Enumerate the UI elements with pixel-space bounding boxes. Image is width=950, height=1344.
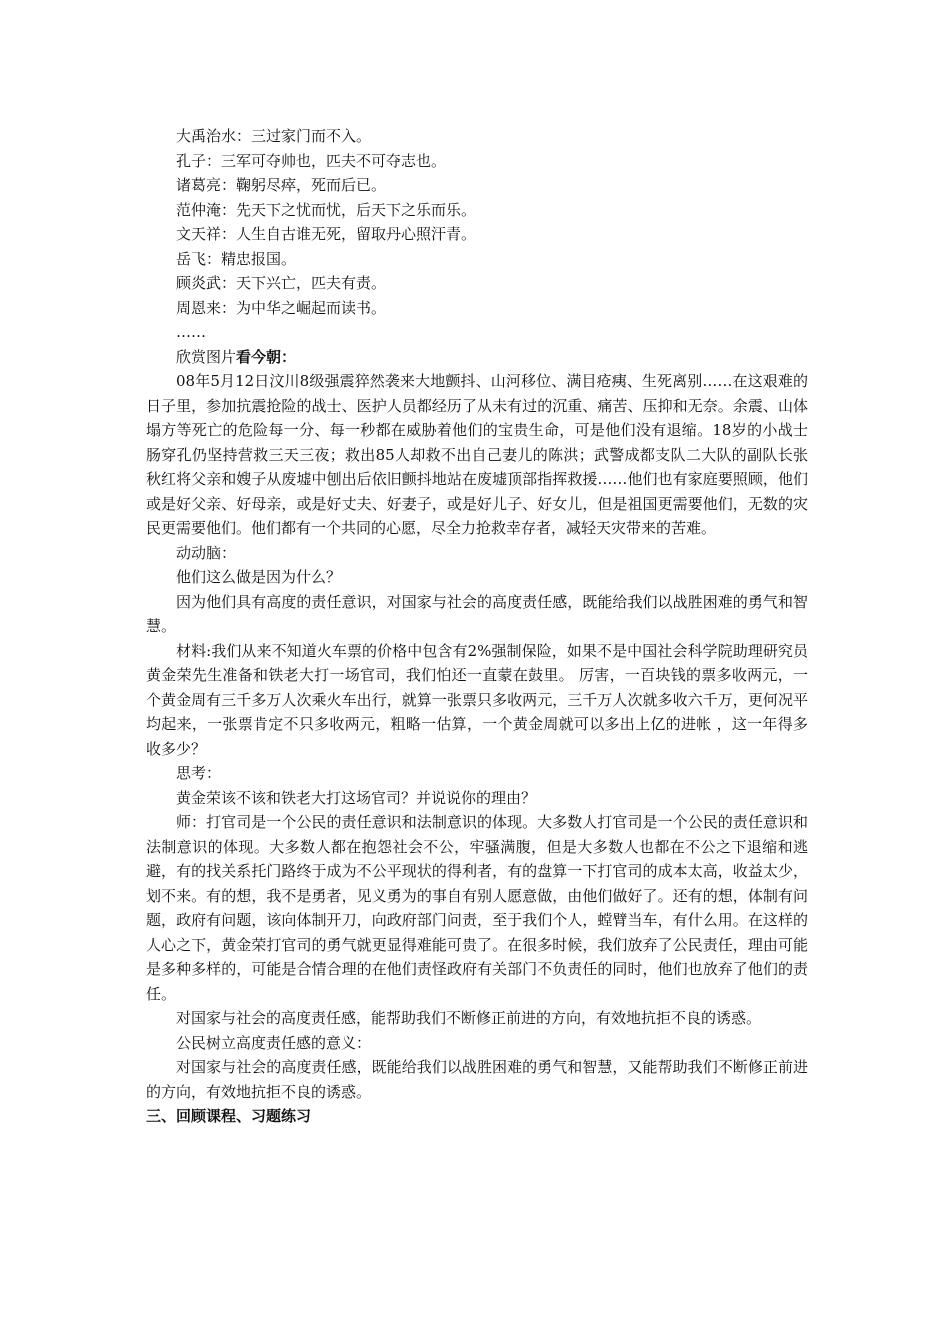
- quote-line: 顾炎武：天下兴亡，匹夫有责。: [176, 274, 387, 292]
- think-label: 动动脑：: [176, 543, 237, 562]
- conclusion-1: 对国家与社会的高度责任感，能帮助我们不断修正前进的方向，有效地抗拒不良的诱惑。: [176, 1009, 762, 1027]
- appreciate-bold: 看今朝：: [236, 347, 297, 366]
- ellipsis-line: ……: [176, 323, 206, 341]
- quote-line: 岳飞：精忠报国。: [176, 249, 297, 268]
- appreciate-heading: [146, 345, 808, 370]
- earthquake-paragraph: 08年5月12日汶川8级强震猝然袭来大地颤抖、山河移位、满目疮痍、生死离别……在这艰难的日子里，参加抗震抢险的战士、医护人员都经历了从未有过的沉重、痛苦、压抑和无奈。余震、山体塌方等死亡的危险每一分、每一秒都在威胁着他们的宝贵生命，可是他们没有退缩。18岁的小战士肠穿孔仍坚持营救三天三夜；救出85人却救不出自己妻儿的陈洪；武警成都支队二大队的副队长张秋红将父亲和嫂子从废墟中刨出后依旧颤抖地站在废墟顶部指挥救援……他们也有家庭要照顾，他们或是好父亲、好母亲，或是好丈夫、好妻子，或是好儿子、好女儿，但是祖国更需要他们，无数的灾民更需要他们。他们都有一个共同的心愿，尽全力抢救幸存者，减轻天灾带来的苦难。: [146, 372, 808, 537]
- question-2: 黄金荣该不该和铁老大打这场官司？并说说你的理由？: [176, 788, 537, 807]
- reflect-label: 思考：: [176, 764, 222, 782]
- teacher-paragraph: 师：打官司是一个公民的责任意识和法制意识的体现。大多数人打官司是一个公民的责任意识和法制意识的体现。大多数人都在抱怨社会不公，牢骚满腹，但是大多数人也都在不公之下退缩和逃避，有的找关系托门路终于成为不公平现状的得利者，有的盘算一下打官司的成本太高，收益太少，划不来。有的想，我不是勇者，见义勇为的事自有别人愿意做，由他们做好了。还有的想，体制有问题，政府有问题，该向体制开刀，向政府部门问责，至于我们个人，螳臂当车，有什么用。在这样的人心之下，黄金荣打官司的勇气就更显得难能可贵了。在很多时候，我们放弃了公民责任，理由可能是多种多样的，可能是合情合理的在他们责怪政府有关部门不负责任的同时，他们也放弃了他们的责任。: [146, 813, 808, 1003]
- quote-line: 文天祥：人生自古谁无死，留取丹心照汗青。: [176, 225, 477, 243]
- meaning-label: 公民树立高度责任感的意义：: [176, 1033, 372, 1052]
- answer-1: 因为他们具有高度的责任意识，对国家与社会的高度责任感，既能给我们以战胜困难的勇气和智慧。: [146, 592, 808, 635]
- quote-line: 大禹治水：三过家门而不入。: [176, 127, 372, 145]
- appreciate-prefix: 欣赏图片: [176, 347, 237, 366]
- quote-line: 孔子：三军可夺帅也，匹夫不可夺志也。: [176, 151, 447, 170]
- quote-line: 范仲淹：先天下之忧而忧，后天下之乐而乐。: [176, 200, 477, 219]
- document-page: [146, 124, 808, 1129]
- question-1: 他们这么做是因为什么？: [176, 568, 342, 586]
- material-paragraph: 材料:我们从来不知道火车票的价格中包含有2%强制保险，如果不是中国社会科学院助理研究员黄金荣先生准备和铁老大打一场官司，我们怕还一直蒙在鼓里。 厉害，一百块钱的票多收两元，一个黄金周有三千多万人次乘火车出行，就算一张票只多收两元，三千万人次就多收六千万，更何况平均起来，一张票肯定不只多收两元，粗略一估算，一个黄金周就可以多出上亿的进帐 ，这一年得多收多少？: [146, 641, 808, 758]
- section-heading: 三、回顾课程、习题练习: [146, 1107, 312, 1125]
- quote-line: 诸葛亮：鞠躬尽瘁，死而后已。: [176, 176, 387, 194]
- quote-line: 周恩来：为中华之崛起而读书。: [176, 298, 387, 317]
- conclusion-2: 对国家与社会的高度责任感，既能给我们以战胜困难的勇气和智慧，又能帮助我们不断修正前进的方向，有效地抗拒不良的诱惑。: [146, 1058, 808, 1101]
